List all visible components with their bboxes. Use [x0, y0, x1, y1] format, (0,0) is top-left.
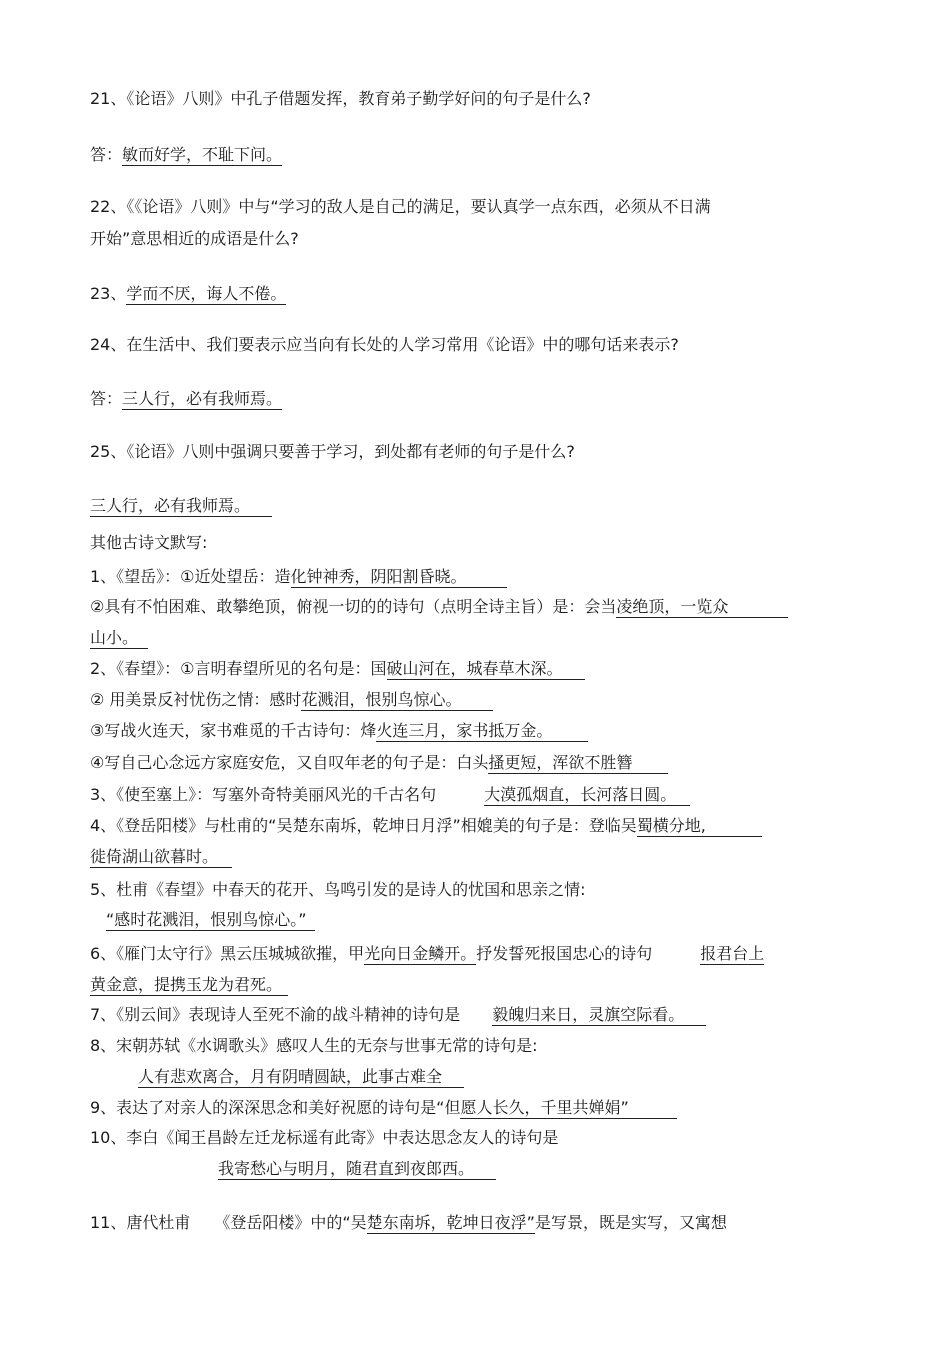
text-line-a24: [90, 388, 282, 410]
underlined-answer: 火连三月，家书抵万金。: [376, 721, 588, 742]
text-line-p5b: [90, 909, 315, 931]
underlined-answer: 光向日金鳞开。: [364, 944, 477, 963]
line-text: 10、李白《闻王昌龄左迁龙标遥有此寄》中表达思念友人的诗句是: [90, 1128, 559, 1147]
underlined-answer: 三人行，必有我师焉。: [90, 496, 272, 517]
line-text: 其他古诗文默写:: [90, 533, 208, 552]
line-text-tail: 是写景，既是实写，又寓想: [534, 1213, 727, 1232]
text-line-p1b: [90, 596, 788, 618]
text-line-a21: [90, 144, 282, 166]
text-line-p6b: [90, 974, 288, 996]
line-text: 11、唐代杜甫 《登岳阳楼》中的“吴: [90, 1213, 367, 1232]
line-text: 3、《使至塞上》：写塞外奇特美丽风光的千古名句: [90, 785, 485, 804]
line-text: 22、《《论语》八则》中与“学习的敌人是自己的满足，要认真学一点东西，必须从不日满: [90, 197, 711, 216]
text-line-p2b: [90, 689, 493, 711]
line-text: ② 用美景反衬忧伤之情：感时: [90, 690, 302, 709]
underlined-answer: 大漠孤烟直，长河落日圆。: [484, 785, 690, 806]
line-text: ②具有不怕困难、敢攀绝顶，俯视一切的的诗句（点明全诗主旨）是：会当: [90, 597, 617, 616]
line-text: 1、《望岳》：①近处望岳：造: [90, 567, 291, 586]
text-line-p7: [90, 1004, 706, 1026]
text-line-p1a: [90, 566, 507, 588]
text-line-p4a: [90, 815, 762, 837]
text-line-p10b: [90, 1158, 496, 1180]
text-line-p2a: [90, 658, 585, 680]
text-line-q25: [90, 441, 575, 463]
line-text: ④写自己心念远方家庭安危，又自叹年老的句子是：白头: [90, 753, 489, 772]
text-line-p8a: [90, 1035, 538, 1057]
underlined-answer: 化钟神秀，阴阳割昏晓。: [291, 567, 507, 588]
underlined-answer: 人有悲欢离合，月有阴晴圆缺，此事古难全: [138, 1067, 464, 1088]
text-line-q24: [90, 334, 679, 356]
line-text: 2、《春望》：①言明春望所见的名句是：国: [90, 659, 387, 678]
underlined-answer: 山小。: [90, 628, 148, 649]
line-text: [90, 1067, 138, 1086]
text-line-q21: [90, 88, 591, 110]
line-text: 6、《雁门太守行》黑云压城城欲摧，甲: [90, 944, 365, 963]
line-text: 答：: [90, 145, 123, 164]
underlined-answer: 凌绝顶，一览众: [616, 597, 788, 618]
text-line-p8b: [90, 1066, 464, 1088]
line-text: 4、《登岳阳楼》与杜甫的“吴楚东南坼，乾坤日月浮”相媲美的句子是：登临吴: [90, 816, 637, 835]
line-text: ③写战火连天，家书难觅的千古诗句：烽: [90, 721, 377, 740]
line-text: 5、杜甫《春望》中春天的花开、鸟鸣引发的是诗人的忧国和思亲之情:: [90, 880, 586, 899]
line-text: 8、宋朝苏轼《水调歌头》感叹人生的无奈与世事无常的诗句是:: [90, 1036, 538, 1055]
underlined-answer: 徙倚湖山欲暮时。: [90, 847, 232, 868]
underlined-answer: 学而不厌，诲人不倦。: [126, 284, 287, 303]
underlined-answer: 愿人长久，千里共婵娟”: [460, 1098, 676, 1119]
text-line-p4b: [90, 846, 232, 868]
line-text: 开始”意思相近的成语是什么?: [90, 229, 299, 248]
underlined-answer: 毅魄归来日，灵旗空际看。: [492, 1005, 706, 1026]
underlined-answer-2: 报君台上: [700, 944, 765, 963]
underlined-answer: 蜀横分地,: [637, 816, 762, 837]
line-text-tail: 抒发誓死报国忠心的诗句: [476, 944, 701, 963]
text-line-a23: [90, 283, 286, 305]
text-line-a25: [90, 495, 272, 517]
line-text: 24、在生活中、我们要表示应当向有长处的人学习常用《论语》中的哪句话来表示?: [90, 335, 679, 354]
line-text: 21、《论语》八则》中孔子借题发挥，教育弟子勤学好问的句子是什么?: [90, 89, 591, 108]
text-line-p10a: [90, 1127, 558, 1149]
text-line-h_other: [90, 532, 207, 554]
text-line-p11: [90, 1212, 727, 1234]
text-line-p9: [90, 1097, 677, 1119]
line-text: 答：: [90, 389, 123, 408]
underlined-answer: “感时花溅泪，恨别鸟惊心。”: [106, 910, 315, 931]
text-line-p3: [90, 784, 690, 806]
line-text: 9、表达了对亲人的深深思念和美好祝愿的诗句是“但: [90, 1098, 461, 1117]
text-line-q22a: [90, 196, 711, 218]
underlined-answer: 搔更短，浑欲不胜簪: [488, 753, 668, 774]
underlined-answer: 黄金意，提携玉龙为君死。: [90, 975, 288, 996]
text-line-q22b: [90, 228, 299, 250]
text-line-p6a: [90, 943, 764, 965]
underlined-answer: 花溅泪，恨别鸟惊心。: [301, 690, 493, 711]
underlined-answer: 破山河在，城春草木深。: [387, 659, 585, 680]
text-line-p2d: [90, 752, 668, 774]
text-line-p5a: [90, 879, 586, 901]
line-text: [90, 910, 106, 929]
underlined-answer: 敏而好学，不耻下问。: [122, 145, 283, 164]
text-line-p2c: [90, 720, 588, 742]
line-text: [90, 1159, 218, 1178]
line-text: 25、《论语》八则中强调只要善于学习，到处都有老师的句子是什么?: [90, 442, 575, 461]
line-text: 7、《别云间》表现诗人至死不渝的战斗精神的诗句是: [90, 1005, 493, 1024]
underlined-answer: 三人行，必有我师焉。: [122, 389, 283, 408]
line-text: 23、: [90, 284, 127, 303]
text-line-p1c: [90, 627, 148, 649]
underlined-answer: 楚东南坼，乾坤日夜浮”: [366, 1213, 535, 1232]
underlined-answer: 我寄愁心与明月，随君直到夜郎西。: [218, 1159, 496, 1180]
